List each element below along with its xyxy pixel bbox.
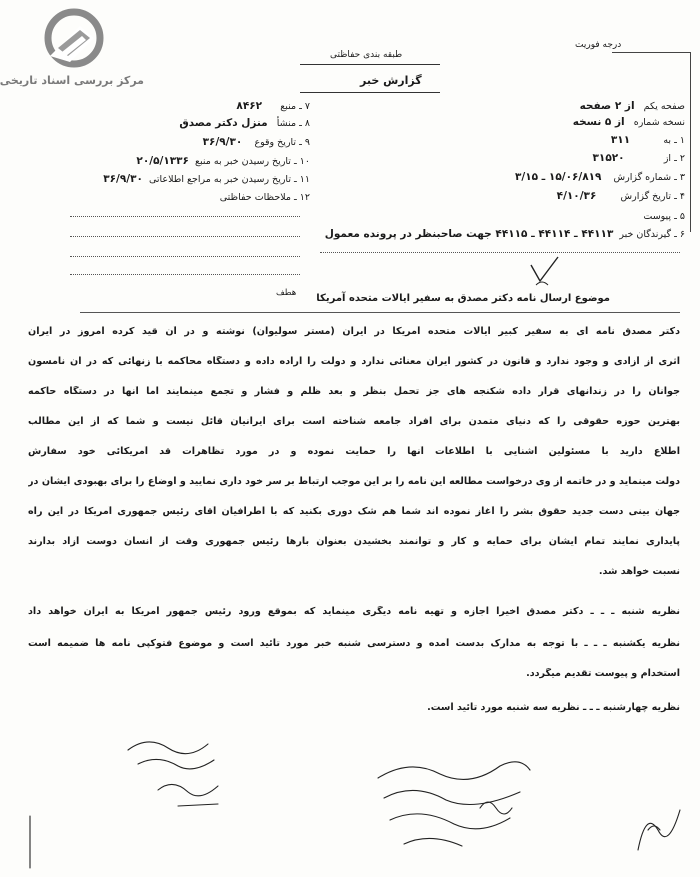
frame-line — [690, 52, 691, 232]
field-label: ۱۱ ـ تاریخ رسیدن خبر به مراجع اطلاعاتی — [148, 174, 310, 185]
field-label: ۳ ـ شماره گزارش — [613, 172, 685, 183]
body-line: جوانان را در زندانهای قرار داده شکنجه های جز تحمل بنظر و بعد ظلم و فشار و تجمع مینمایند اما آنها در دستگاه حاکمه — [28, 386, 680, 397]
dotted-line — [70, 216, 300, 217]
divider — [80, 312, 680, 313]
report-title: گزارش خبر — [360, 74, 422, 87]
field-value: از ۲ صفحه — [579, 100, 635, 112]
field-value: ۲۰/۵/۱۳۳۶ — [136, 155, 189, 167]
assessment-line: نظریه یکشنبه ـ ـ ـ با توجه به مدارک بدست آمده و دسترسی شنبه خبر مورد تائید است و موضوع فتوکپی نامه ها ضمیمه است — [28, 638, 680, 649]
handwritten-signature — [628, 790, 688, 860]
attachment-row — [315, 210, 685, 222]
body-line: اطلاع دارید با مسئولین آشنایی با اطلاعات آنها را حمایت نموده و در مورد تظاهرات قد آمریکائی خود سفارش — [28, 446, 680, 457]
field-label: ۲ ـ از — [663, 153, 685, 164]
subject-line: موضوع ارسال نامه دکتر مصدق به سفیر ایالات متحده آمریکا — [316, 293, 610, 304]
handwritten-signature — [370, 748, 540, 858]
security-notes-row — [70, 191, 310, 203]
copy-number-row — [315, 116, 685, 128]
archive-logo — [0, 8, 144, 87]
dotted-line — [70, 274, 300, 275]
source-row — [70, 100, 310, 112]
body-line: دکتر مصدق نامه ای به سفیر کبیر ایالات متحده آمریکا در ایران (مستر سولیوان) نوشته و در آن قید کرده امروز در ایران — [28, 326, 680, 337]
field-label: ۱۲ ـ ملاحظات حفاظتی — [219, 192, 310, 203]
dotted-line — [320, 252, 680, 253]
field-value: ۳۶/۹/۳۰ — [202, 136, 243, 148]
field-value: ۳۱۵۲۰ — [592, 152, 625, 164]
divider — [300, 92, 440, 93]
field-label: ۱۰ ـ تاریخ رسیدن خبر به منبع — [195, 156, 310, 167]
source-received-row — [70, 155, 310, 167]
divider — [300, 64, 440, 65]
intel-received-row — [70, 173, 310, 185]
dotted-line — [70, 236, 300, 237]
field-value: ۴/۱۰/۳۶ — [556, 190, 597, 202]
origin-row — [70, 117, 310, 129]
handwritten-signature — [118, 730, 228, 820]
field-label: ۴ ـ تاریخ گزارش — [620, 191, 685, 202]
field-value: ۳۶/۹/۳۰ — [103, 173, 143, 185]
to-row — [315, 134, 685, 146]
field-label: ۹ ـ تاریخ وقوع — [254, 137, 310, 148]
archive-emblem-icon — [36, 8, 108, 68]
body-line: نسبت خواهد شد. — [598, 566, 680, 577]
field-label: ۵ ـ پیوست — [643, 211, 685, 222]
body-line: دولت مینماید و در خاتمه از وی درخواست مطالعه این نامه را بر این موجب ارتباط بر سر خود داری نمایید و اوضاع را برای بهبودی ایشان در — [28, 476, 680, 487]
archive-name: مرکز بررسی اسناد تاریخی — [0, 74, 144, 87]
field-label: ۷ ـ منبع — [280, 101, 310, 112]
field-value: ۳۱۱ — [610, 134, 631, 146]
field-label: صفحه یکم — [643, 101, 685, 112]
body-line: جهان بینی دست جدید حقوق بشر را آغاز نموده اند شما هم شک دوری بکنید که با اطرافیان آقای رئیس جمهوری آمریکا در این راه — [28, 506, 680, 517]
urgency-label: درجه فوریت — [575, 40, 622, 50]
classification-label: طبقه بندی حفاظتی — [330, 50, 403, 60]
assessment-line: استخدام و پیوست تقدیم میگردد. — [526, 668, 680, 679]
hatf-label: هطف — [276, 288, 297, 298]
frame-line — [612, 52, 690, 53]
field-value: منزل دکتر مصدق — [179, 117, 268, 129]
dotted-line — [70, 256, 300, 257]
field-value: از ۵ نسخه — [572, 116, 625, 128]
body-line: اثری از آزادی و وجود ندارد و قانون در کشور ایران معنائی ندارد و دولت را اراده داده و دستگاه محاکمه با زنهائی که در ان نامسون — [28, 356, 680, 367]
field-value: ۴۴۱۱۳ ـ ۴۴۱۱۴ ـ ۴۴۱۱۵ جهت صاحبنظر در پرونده معمول — [324, 228, 614, 240]
checkmark-scribble — [528, 255, 562, 289]
page-count-row — [315, 100, 685, 112]
body-line: بهترین حوزه حقوقی را که دنیای متمدن برای افراد جامعه شناخته است برای ایرانیان قائل نیست و شما که از این مطالب — [28, 416, 680, 427]
body-line: پایداری نمایند تمام ایشان برای حمایه و کار و توانمند بخشیدن بعنوان بارها رئیس جمهوری وقت از انسان دوست آزاد بدارند — [28, 536, 680, 547]
field-label: نسخه شماره — [633, 117, 685, 128]
assessment-line: نظریه چهارشنبه ـ ـ ـ نظریه سه شنبه مورد تائید است. — [427, 702, 680, 713]
field-label: ۱ ـ به — [663, 135, 685, 146]
report-date-row — [315, 190, 685, 202]
from-row — [315, 152, 685, 164]
assessment-line: نظریه شنبه ـ ـ ـ دکتر مصدق اخیرا اجازه و تهیه نامه دیگری مینماید که بموقع ورود رئیس جمهور آمریکا به ایران خواهد داد — [28, 606, 680, 617]
event-date-row — [70, 136, 310, 148]
recipients-row — [315, 228, 685, 240]
margin-stroke — [20, 812, 40, 872]
report-number-row — [315, 171, 685, 183]
field-label: ۶ ـ گیرندگان خبر — [619, 229, 685, 240]
field-value: ۸۴۶۲ — [236, 100, 263, 112]
field-value: ۱۵/۰۶/۸۱۹ ـ ۳/۱۵ — [514, 171, 602, 183]
field-label: ۸ ـ منشأ — [276, 118, 310, 129]
